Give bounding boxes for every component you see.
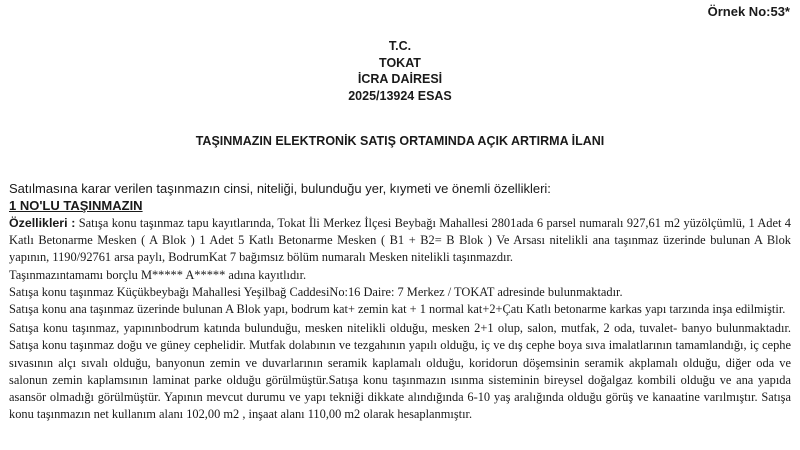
address-paragraph: Satışa konu taşınmaz Küçükbeybağı Mahallesi Yeşilbağ CaddesiNo:16 Daire: 7 Merkez / TOKAT adresinde bulunmaktadır. — [9, 284, 623, 299]
document-title: TAŞINMAZIN ELEKTRONİK SATIŞ ORTAMINDA AÇIK ARTIRMA İLANI — [195, 134, 605, 148]
header-line-tc: T.C. — [388, 39, 412, 53]
header-line-case-number: 2025/13924 ESAS — [348, 88, 452, 103]
owner-paragraph: Taşınmazıntamamı borçlu M***** A***** adına kayıtlıdır. — [9, 267, 307, 282]
description-paragraph: Satışa konu taşınmaz, yapınınbodrum katında bulunduğu, mesken nitelikli olduğu, mesken 2+1 olup, salon, mutfak, 2 oda, tuvalet- banyo bulunmaktadır. Satışa konu taşınmaz doğu ve güney cephelidir. Mutfak dolabının ve tezgahının yapılı olduğu, iç ve dış cephe boya sıva imalatlarının tamamlandığı, iç cephe sıvasının alçı sıvalı olduğu, banyonun zemin ve duvarlarının seramik kaplamalı olduğu, koridorun döşemsinin seramik akplamalı olduğu, diğer oda ve salonun zemin kaplamsının laminat parke olduğu görülmüştür.Satışa konu taşınmazın ısınma sisteminin bireysel doğalgaz kombili olduğu ve ana yapıda asansör olmadığı görülmüştür. Yapının mevcut durumu ve yapı tekniği dikkate alındığında 6-10 yaş aralığında olduğu görüş ve kanaatine varılmıştır. Satışa konu taşınmazın net kullanım alanı 102,00 m2 , inşaat alanı 110,00 m2 olarak hesaplanmıştır. — [9, 321, 791, 422]
document-header — [0, 38, 800, 104]
section-title: 1 NO'LU TAŞINMAZIN — [9, 198, 143, 213]
features-label: Özellikleri : — [9, 216, 76, 230]
features-text: Satışa konu taşınmaz tapu kayıtlarında, Tokat İli Merkez İlçesi Beybağı Mahallesi 2801ada 6 parsel numaralı 927,61 m2 yüzölçümlü, 1 Adet 4 Katlı Betonarme Mesken ( A Blok ) 1 Adet 5 Katlı Betonarme Mesken ( B1 + B2= B Blok ) Ve Arsası nitelikli ana taşınmaz üzerinde bulunan A Blok yapının, 1190/92761 arsa paylı, BodrumKat 7 bağımsız bölüm numaralı Mesken nitelikli taşınmazdır. — [9, 216, 791, 265]
header-line-office: İCRA DAİRESİ — [357, 72, 443, 86]
document-body — [9, 215, 791, 423]
sample-number: Örnek No:53* — [707, 4, 790, 19]
construction-paragraph: Satışa konu ana taşınmaz üzerinde bulunan A Blok yapı, bodrum kat+ zemin kat + 1 normal kat+2+Çatı Katlı betonarme karkas yapı tarzında inşa edilmiştir. — [9, 302, 786, 317]
intro-text: Satılmasına karar verilen taşınmazın cinsi, niteliği, bulunduğu yer, kıymeti ve önemli özellikleri: — [9, 181, 551, 196]
header-line-city: TOKAT — [379, 55, 421, 70]
features-paragraph — [9, 215, 791, 267]
